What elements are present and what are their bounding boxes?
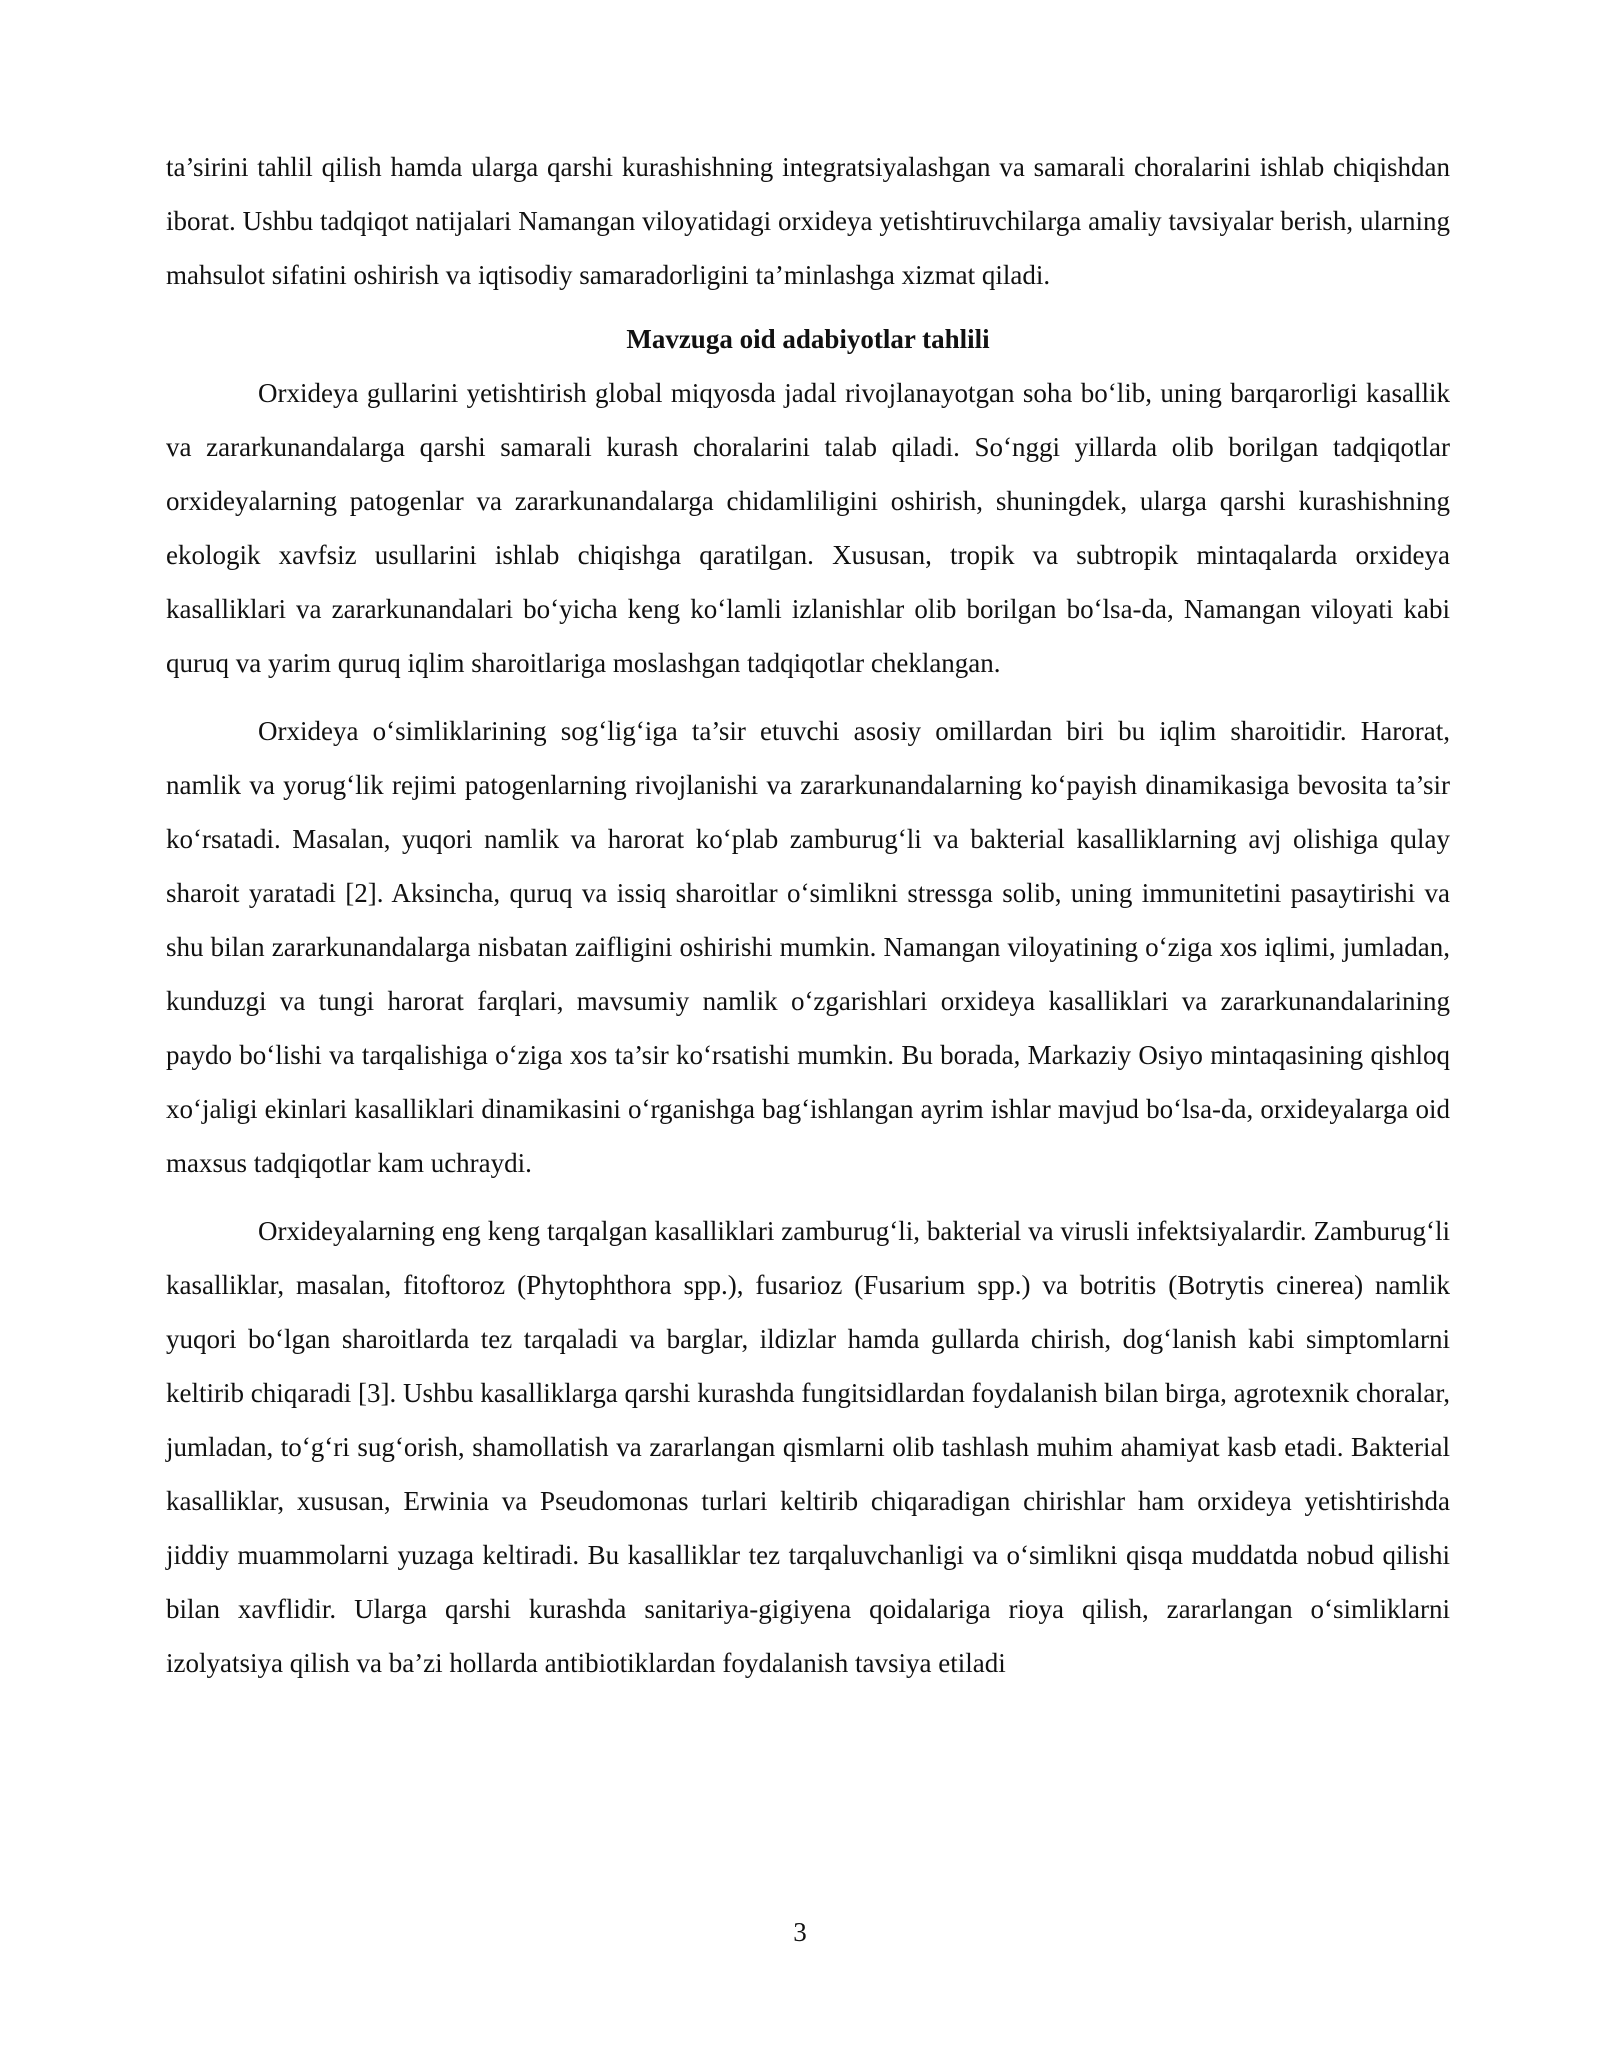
intro-paragraph: ta’sirini tahlil qilish hamda ularga qarshi kurashishning integratsiyalashgan va samarali choralarini ishlab chiqishdan iborat. Ushbu tadqiqot natijalari Namangan viloyatidagi orxideya yetishtiruvchilarga amaliy tavsiyalar berish, ularning mahsulot sifatini oshirish va iqtisodiy samaradorligini ta’minlashga xizmat qiladi.: [166, 152, 1450, 290]
page-number: 3: [793, 1917, 807, 1947]
body-paragraph: Orxideya o‘simliklarining sog‘lig‘iga ta’sir etuvchi asosiy omillardan biri bu iqlim sharoitidir. Harorat, namlik va yorug‘lik rejimi patogenlarning rivojlanishi va zararkunandalarning ko‘payish dinamikasiga bevosita ta’sir ko‘rsatadi. Masalan, yuqori namlik va harorat ko‘plab zamburug‘li va bakterial kasalliklarning avj olishiga qulay sharoit yaratadi [2]. Aksincha, quruq va issiq sharoitlar o‘simlikni stressga solib, uning immunitetini pasaytirishi va shu bilan zararkunandalarga nisbatan zaifligini oshirishi mumkin. Namangan viloyatining o‘ziga xos iqlimi, jumladan, kunduzgi va tungi harorat farqlari, mavsumiy namlik o‘zgarishlari orxideya kasalliklari va zararkunandalarining paydo bo‘lishi va tarqalishiga o‘ziga xos ta’sir ko‘rsatishi mumkin. Bu borada, Markaziy Osiyo mintaqasining qishloq xo‘jaligi ekinlari kasalliklari dinamikasini o‘rganishga bag‘ishlangan ayrim ishlar mavjud bo‘lsa-da, orxideyalarga oid maxsus tadqiqotlar kam uchraydi.: [166, 716, 1450, 1178]
page-content: [166, 140, 1450, 1690]
body-paragraph: Orxideyalarning eng keng tarqalgan kasalliklari zamburug‘li, bakterial va virusli infektsiyalardir. Zamburug‘li kasalliklar, masalan, fitoftoroz (Phytophthora spp.), fusarioz (Fusarium spp.) va botritis (Botrytis cinerea) namlik yuqori bo‘lgan sharoitlarda tez tarqaladi va barglar, ildizlar hamda gullarda chirish, dog‘lanish kabi simptomlarni keltirib chiqaradi [3]. Ushbu kasalliklarga qarshi kurashda fungitsidlardan foydalanish bilan birga, agrotexnik choralar, jumladan, to‘g‘ri sug‘orish, shamollatish va zararlangan qismlarni olib tashlash muhim ahamiyat kasb etadi. Bakterial kasalliklar, xususan, Erwinia va Pseudomonas turlari keltirib chiqaradigan chirishlar ham orxideya yetishtirishda jiddiy muammolarni yuzaga keltiradi. Bu kasalliklar tez tarqaluvchanligi va o‘simlikni qisqa muddatda nobud qilishi bilan xavflidir. Ularga qarshi kurashda sanitariya-gigiyena qoidalariga rioya qilish, zararlangan o‘simliklarni izolyatsiya qilish va ba’zi hollarda antibiotiklardan foydalanish tavsiya etiladi: [166, 1216, 1450, 1678]
section-heading: Mavzuga oid adabiyotlar tahlili: [626, 324, 990, 354]
body-paragraph: Orxideya gullarini yetishtirish global miqyosda jadal rivojlanayotgan soha bo‘lib, uning barqarorligi kasallik va zararkunandalarga qarshi samarali kurash choralarini talab qiladi. So‘nggi yillarda olib borilgan tadqiqotlar orxideyalarning patogenlar va zararkunandalarga chidamliligini oshirish, shuningdek, ularga qarshi kurashishning ekologik xavfsiz usullarini ishlab chiqishga qaratilgan. Xususan, tropik va subtropik mintaqalarda orxideya kasalliklari va zararkunandalari bo‘yicha keng ko‘lamli izlanishlar olib borilgan bo‘lsa-da, Namangan viloyati kabi quruq va yarim quruq iqlim sharoitlariga moslashgan tadqiqotlar cheklangan.: [166, 378, 1450, 678]
